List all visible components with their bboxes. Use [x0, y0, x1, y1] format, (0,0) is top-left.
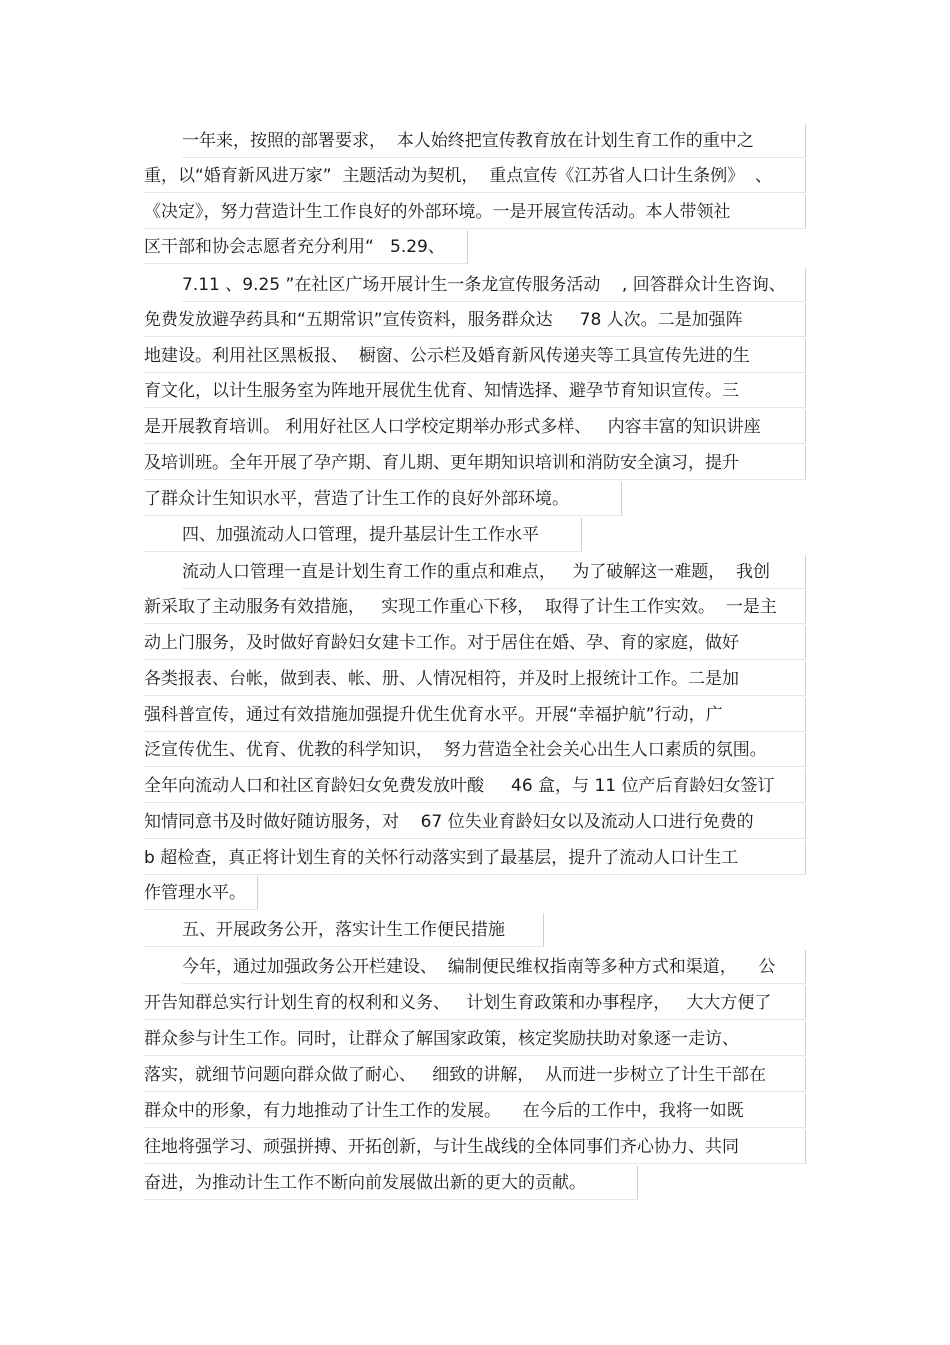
text-line: 动上门服务，及时做好育龄妇女建卡工作。对于居住在婚、孕、育的家庭，做好: [144, 626, 806, 660]
text-line: 区干部和协会志愿者充分利用“ 5.29、: [144, 230, 468, 264]
text-line: 《决定》，努力营造计生工作良好的外部环境。一是开展宣传活动。本人带领社: [144, 195, 806, 229]
text-line: 免费发放避孕药具和“五期常识”宣传资料，服务群众达 78 人次。二是加强阵: [144, 303, 806, 337]
text-line: 群众参与计生工作。同时，让群众了解国家政策，核定奖励扶助对象逐一走访、: [144, 1022, 806, 1056]
text-line: 今年，通过加强政务公开栏建设、 编制便民维权指南等多种方式和渠道， 公: [182, 950, 806, 984]
text-line: 作管理水平。: [144, 876, 258, 910]
text-line: 育文化，以计生服务室为阵地开展优生优育、知情选择、避孕节育知识宣传。三: [144, 374, 806, 408]
text-line: 新采取了主动服务有效措施， 实现工作重心下移， 取得了计生工作实效。 一是主: [144, 590, 806, 624]
text-line: 全年向流动人口和社区育龄妇女免费发放叶酸 46 盒，与 11 位产后育龄妇女签订: [144, 769, 806, 803]
text-line: 及培训班。全年开展了孕产期、育儿期、更年期知识培训和消防安全演习，提升: [144, 446, 806, 480]
text-line: 7.11 、9.25 ”在社区广场开展计生一条龙宣传服务活动 , 回答群众计生咨询、: [182, 268, 806, 302]
text-line: 泛宣传优生、优育、优教的科学知识， 努力营造全社会关心出生人口素质的氛围。: [144, 733, 806, 767]
text-line: 群众中的形象，有力地推动了计生工作的发展。 在今后的工作中，我将一如既: [144, 1094, 806, 1128]
text-line: 强科普宣传，通过有效措施加强提升优生优育水平。开展“幸福护航”行动，广: [144, 698, 806, 732]
text-line: 流动人口管理一直是计划生育工作的重点和难点， 为了破解这一难题， 我创: [182, 555, 806, 589]
text-line: b 超检查，真正将计划生育的关怀行动落实到了最基层，提升了流动人口计生工: [144, 841, 806, 875]
text-line: 各类报表、台帐，做到表、帐、册、人情况相符，并及时上报统计工作。二是加: [144, 662, 806, 696]
section-heading: 五、开展政务公开，落实计生工作便民措施: [144, 913, 544, 947]
text-line: 了群众计生知识水平，营造了计生工作的良好外部环境。: [144, 482, 622, 516]
text-line: 奋进，为推动计生工作不断向前发展做出新的更大的贡献。: [144, 1166, 638, 1200]
text-line: 是开展教育培训。 利用好社区人口学校定期举办形式多样、 内容丰富的知识讲座: [144, 410, 806, 444]
text-line: 落实，就细节问题向群众做了耐心、 细致的讲解， 从而进一步树立了计生干部在: [144, 1058, 806, 1092]
section-heading: 四、加强流动人口管理，提升基层计生工作水平: [144, 518, 582, 552]
text-line: 往地将强学习、顽强拼搏、开拓创新，与计生战线的全体同事们齐心协力、共同: [144, 1130, 806, 1164]
text-line: 地建设。利用社区黑板报、 橱窗、公示栏及婚育新风传递夹等工具宣传先进的生: [144, 339, 806, 373]
text-line: 开告知群总实行计划生育的权利和义务、 计划生育政策和办事程序， 大大方便了: [144, 986, 806, 1020]
text-line: 一年来，按照的部署要求， 本人始终把宣传教育放在计划生育工作的重中之: [182, 124, 806, 158]
text-line: 重，以“婚育新风进万家” 主题活动为契机， 重点宣传《江苏省人口计生条例》 、: [144, 159, 806, 193]
text-line: 知情同意书及时做好随访服务，对 67 位失业育龄妇女以及流动人口进行免费的: [144, 805, 806, 839]
